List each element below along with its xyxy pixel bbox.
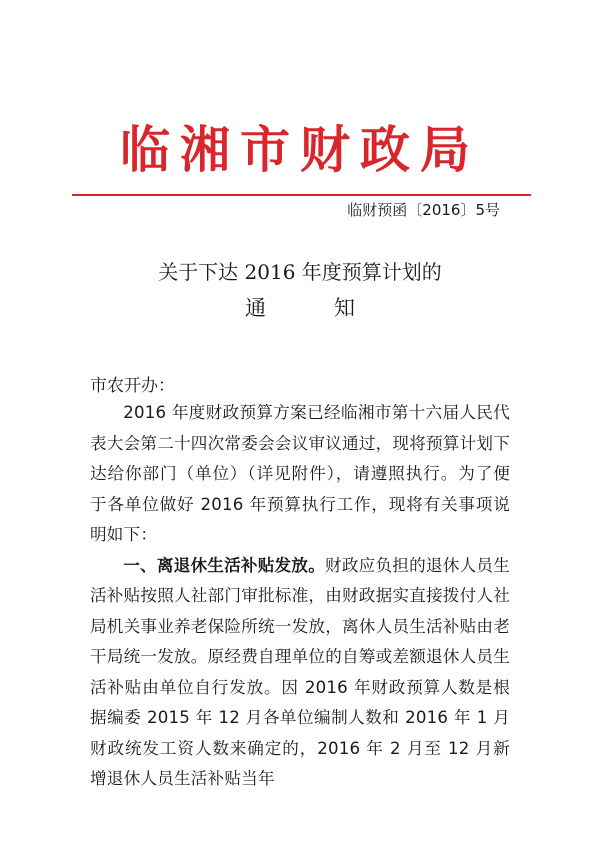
agency-masthead: 临湘市财政局 (120, 121, 480, 179)
notice-body (90, 398, 510, 795)
body-paragraph-1: 2016 年度财政预算方案已经临湘市第十六届人民代表大会第二十四次常委会会议审议通过，现将预算计划下达给你部门（单位）（详见附件），请遵照执行。为了便于各单位做好 2016 年预算执行工作，现将有关事项说明如下： (90, 403, 510, 544)
document-number: 临财预函〔2016〕5号 (347, 201, 500, 219)
section-heading-1: 一、离退休生活补贴发放。 (123, 555, 326, 575)
notice-title-line1: 关于下达 2016 年度预算计划的 (158, 260, 442, 284)
addressee: 市农开办： (90, 376, 175, 396)
body-paragraph-2 (90, 551, 510, 795)
section-text-1: 财政应负担的退休人员生活补贴按照人社部门审批标准，由财政据实直接拨付人社局机关事业养老保险所统一发放，离休人员生活补贴由老干局统一发放。原经费自理单位的自筹或差额退休人员生活补贴由单位自行发放。因 2016 年财政预算人数是根据编委 2015 年 12 月各单位编制人数和 2016 年 1 月财政统发工资人数来确定的，2016 年 2 月至 12 月新增退休人员生活补贴当年 (90, 555, 510, 788)
notice-title-line2 (0, 294, 600, 322)
notice-title-char-1: 通 (245, 296, 266, 320)
notice-title-char-2: 知 (334, 296, 355, 320)
red-separator-line (72, 194, 531, 196)
